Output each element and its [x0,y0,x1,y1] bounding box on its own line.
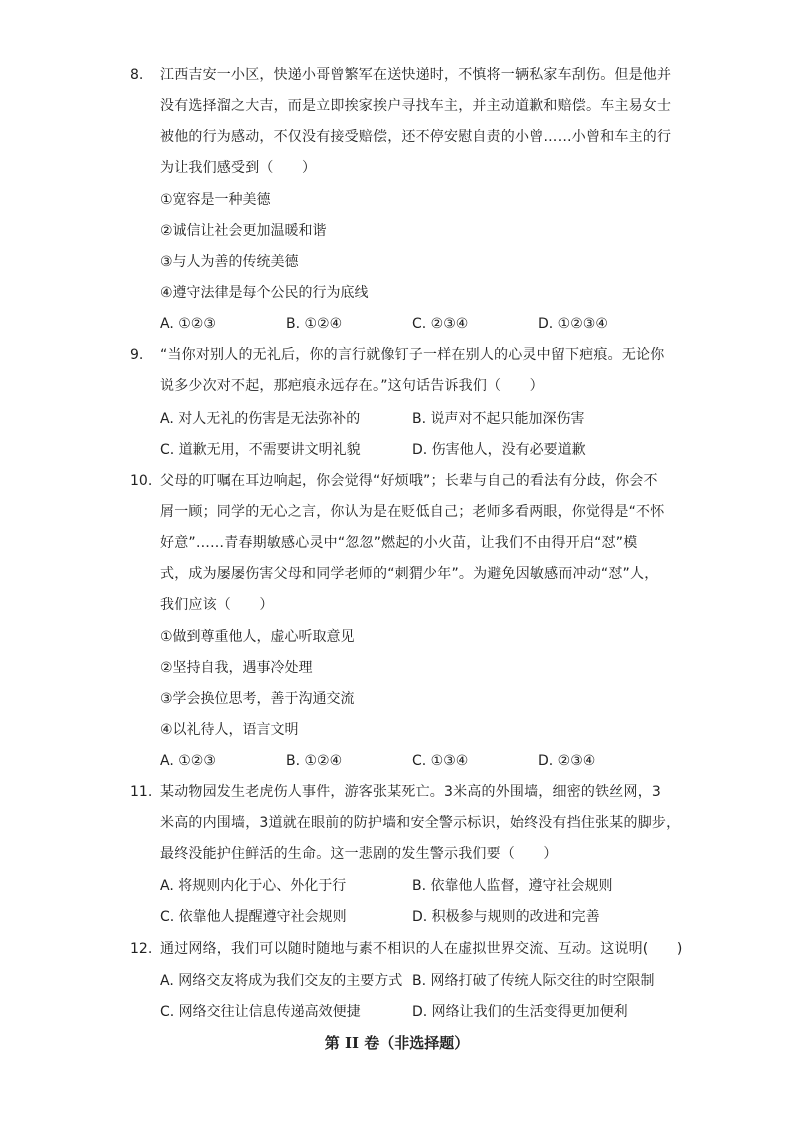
question-stem [160,60,670,184]
stem-line: 某动物园发生老虎伤人事件，游客张某死亡。3米高的外围墙，细密的铁丝网，3 [160,784,662,800]
option-b[interactable]: B. 依靠他人监督，遵守社会规则 [412,878,613,894]
option-a[interactable]: A. 网络交友将成为我们交友的主要方式 [160,973,403,989]
options-row [160,966,680,997]
question-number: 9. [130,347,144,363]
stem-line: “当你对别人的无礼后，你的言行就像钉子一样在别人的心灵中留下疤痕。无论你 [160,347,665,363]
option-d[interactable]: D. 伤害他人，没有必要道歉 [412,442,586,458]
statement-item: ①做到尊重他人，虚心听取意见 [160,629,355,645]
stem-line: 式，成为屡屡伤害父母和同学老师的“刺猬少年”。为避免因敏感而冲动“怼”人， [160,566,659,582]
question-number: 10. [130,473,153,489]
stem-line: 我们应该（ ） [160,597,274,613]
stem-line: 说多少次对不起，那疤痕永远存在。”这句话告诉我们（ ） [160,378,544,394]
statement-item: ②坚持自我，遇事冷处理 [160,660,313,676]
question-stem [160,777,681,870]
option-d[interactable]: D. 积极参与规则的改进和完善 [412,909,600,925]
option-c[interactable]: C. 依靠他人提醒遵守社会规则 [160,909,347,925]
option-d[interactable]: D. ①②③④ [538,316,608,332]
option-c[interactable]: C. ②③④ [412,316,469,332]
stem-line: 江西吉安一小区，快递小哥曾繁军在送快递时，不慎将一辆私家车刮伤。但是他并 [160,67,672,83]
option-b[interactable]: B. ①②④ [286,753,343,769]
options-row [160,309,680,340]
stem-line: 被他的行为感动，不仅没有接受赔偿，还不停安慰自责的小曾……小曾和车主的行 [160,129,672,145]
option-a[interactable]: A. ①②③ [160,316,216,332]
option-a[interactable]: A. 对人无礼的伤害是无法弥补的 [160,411,361,427]
stem-line: 好意”……青春期敏感心灵中“忽忽”燃起的小火苗，让我们不由得开启“怼”模 [160,535,638,551]
options-row [160,435,680,466]
stem-line: 父母的叮嘱在耳边响起，你会觉得“好烦哦”；长辈与自己的看法有分歧，你会不 [160,473,658,489]
stem-line: 没有选择溜之大吉，而是立即挨家挨户寻找车主，并主动道歉和赔偿。车主易女士 [160,98,672,114]
statement-item: ④以礼待人，语言文明 [160,722,299,738]
option-d[interactable]: D. 网络让我们的生活变得更加便利 [412,1004,628,1020]
question-number: 12. [130,941,153,957]
question-number: 8. [130,67,144,83]
option-b[interactable]: B. 网络打破了传统人际交往的时空限制 [412,973,655,989]
option-c[interactable]: C. ①③④ [412,753,469,769]
option-a[interactable]: A. 将规则内化于心、外化于行 [160,878,347,894]
options-row [160,997,680,1028]
option-b[interactable]: B. ①②④ [286,316,343,332]
statement-item: ④遵守法律是每个公民的行为底线 [160,285,369,301]
question-number: 11. [130,784,153,800]
option-a[interactable]: A. ①②③ [160,753,216,769]
options-row [160,746,680,777]
question-stem [160,340,670,402]
options-row [160,404,680,435]
statement-item: ①宽容是一种美德 [160,192,271,208]
option-d[interactable]: D. ②③④ [538,753,596,769]
option-b[interactable]: B. 说声对不起只能加深伤害 [412,411,585,427]
question-stem [160,466,670,621]
stem-line: 屑一顾；同学的无心之言，你认为是在贬低自己；老师多看两眼，你觉得是“不怀 [160,504,665,520]
stem-line: 米高的内围墙，3道就在眼前的防护墙和安全警示标识，始终没有挡住张某的脚步， [160,815,681,831]
section-title: 第 II 卷（非选择题） [324,1034,470,1052]
options-row [160,902,680,933]
statement-item: ③学会换位思考，善于沟通交流 [160,691,355,707]
option-c[interactable]: C. 网络交往让信息传递高效便捷 [160,1004,361,1020]
stem-line: 最终没能护住鲜活的生命。这一悲剧的发生警示我们要（ ） [160,846,558,862]
question-stem [160,934,683,965]
statement-item: ②诚信让社会更加温暖和谐 [160,223,327,239]
stem-line: 通过网络，我们可以随时随地与素不相识的人在虚拟世界交流、互动。这说明( ) [160,941,683,957]
option-c[interactable]: C. 道歉无用，不需要讲文明礼貌 [160,442,361,458]
options-row [160,871,680,902]
statement-item: ③与人为善的传统美德 [160,254,299,270]
stem-line: 为让我们感受到（ ） [160,160,317,176]
